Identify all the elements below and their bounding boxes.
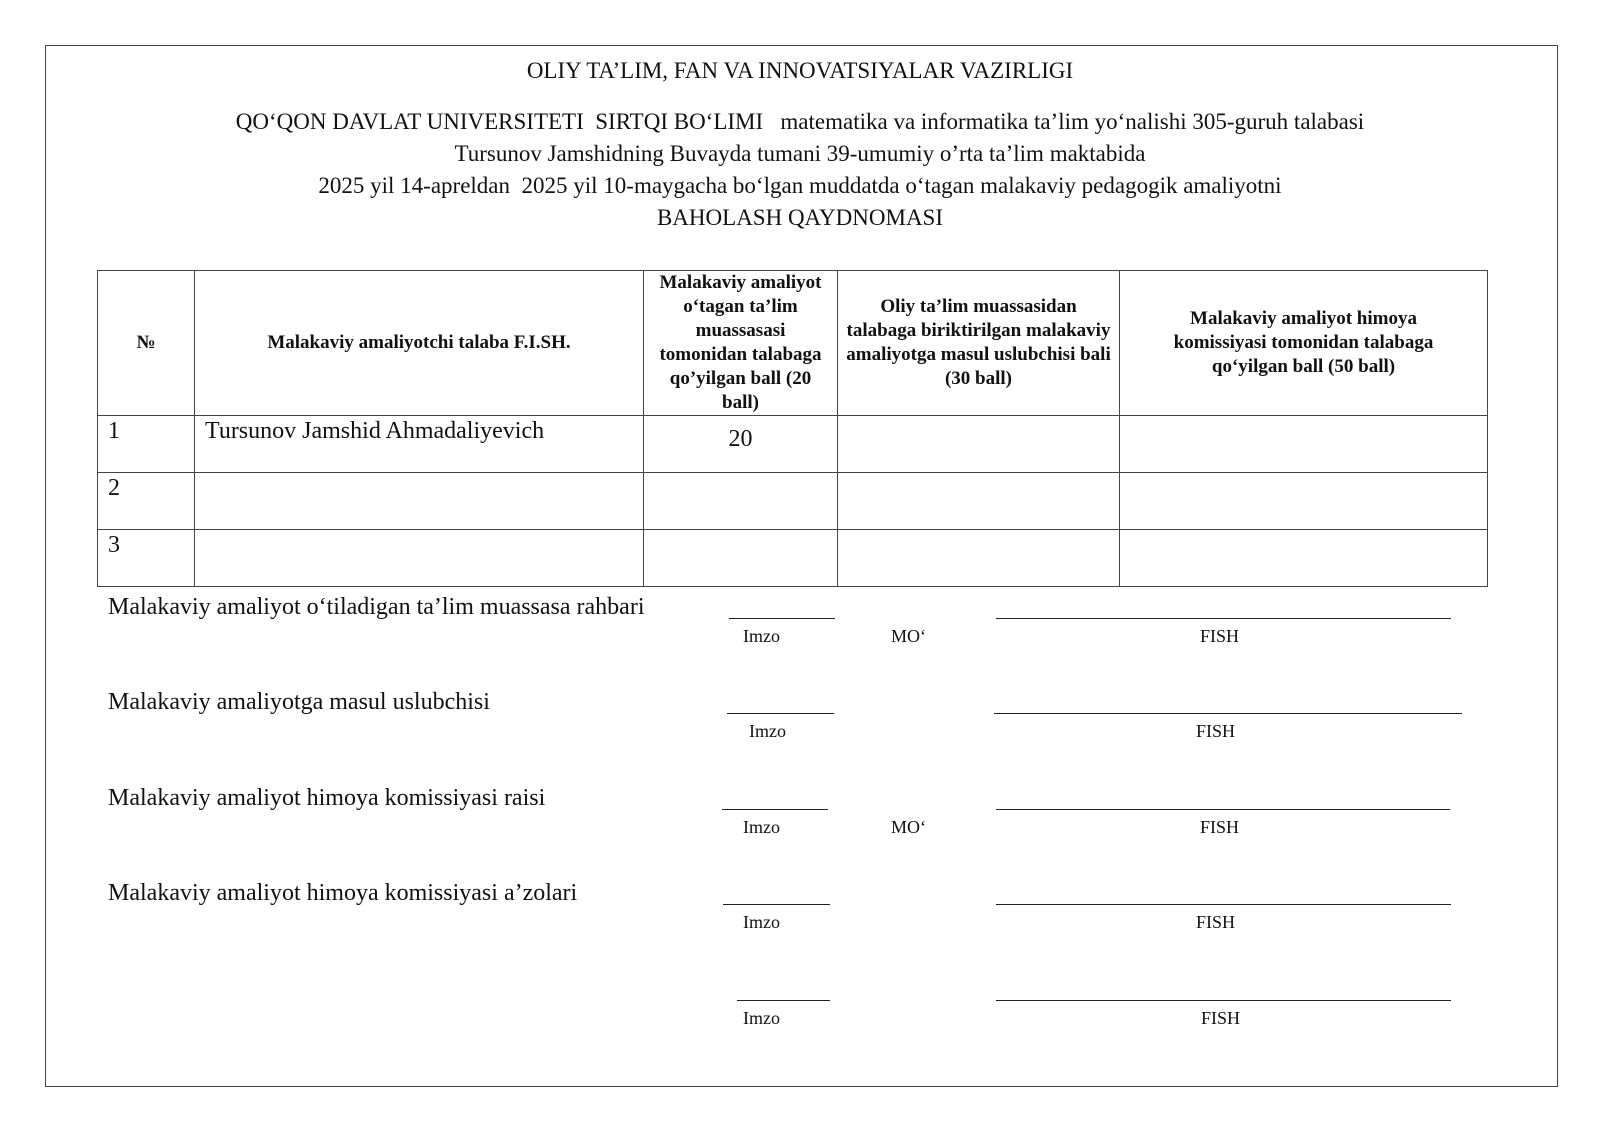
signature-role: Malakaviy amaliyotga masul uslubchisi [108, 689, 490, 715]
col-institution-score-header: Malakaviy amaliyot o‘tagan ta’lim muassasasi tomonidan talabaga qo’yilgan ball (20 ball) [644, 271, 838, 416]
fullname-caption: FISH [1196, 721, 1236, 741]
signature-line [727, 713, 834, 714]
student-name [195, 530, 644, 587]
signature-caption: Imzo [749, 721, 786, 741]
methodist-score [838, 473, 1120, 530]
table-row [98, 530, 1488, 587]
commission-score [1120, 473, 1488, 530]
institution-score [644, 473, 838, 530]
header-line-3: 2025 yil 14-apreldan 2025 yil 10-maygacha bo‘lgan muddatda o‘tagan malakaviy pedagogik amaliyotni [318, 173, 1282, 198]
fullname-caption: FISH [1196, 912, 1236, 932]
fullname-line [994, 713, 1462, 714]
fullname-line [996, 618, 1451, 619]
institution-score [644, 530, 838, 587]
signature-line [722, 809, 828, 810]
col-number-header: № [98, 271, 195, 416]
row-number: 2 [98, 473, 195, 530]
student-name: Tursunov Jamshid Ahmadaliyevich [195, 416, 644, 473]
header-line-1: QO‘QON DAVLAT UNIVERSITETI SIRTQI BO‘LIMI matematika va informatika ta’lim yo‘nalishi 305-guruh talabasi [235, 109, 1365, 134]
ministry-title: OLIY TA’LIM, FAN VA INNOVATSIYALAR VAZIRLIGI [526, 58, 1074, 83]
signature-caption: Imzo [743, 626, 780, 646]
row-number: 1 [98, 416, 195, 473]
table-header-row [98, 271, 1488, 416]
fullname-line [996, 1000, 1451, 1001]
table-row [98, 473, 1488, 530]
col-methodist-score-header: Oliy ta’lim muassasidan talabaga biriktirilgan malakaviy amaliyotga masul uslubchisi bali (30 ball) [838, 271, 1120, 416]
stamp-caption: MO‘ [891, 817, 926, 837]
table-row [98, 416, 1488, 473]
row-number: 3 [98, 530, 195, 587]
signature-caption: Imzo [743, 1008, 780, 1028]
stamp-caption: MO‘ [891, 626, 926, 646]
signature-role: Malakaviy amaliyot himoya komissiyasi raisi [108, 785, 546, 811]
col-student-name-header: Malakaviy amaliyotchi talaba F.I.SH. [195, 271, 644, 416]
signature-line [729, 618, 835, 619]
signature-caption: Imzo [743, 912, 780, 932]
signature-line [737, 1000, 830, 1001]
signature-role: Malakaviy amaliyot himoya komissiyasi a’zolari [108, 880, 578, 906]
header-line-2: Tursunov Jamshidning Buvayda tumani 39-umumiy o’rta ta’lim maktabida [454, 141, 1146, 166]
fullname-line [996, 904, 1451, 905]
col-commission-score-header: Malakaviy amaliyot himoya komissiyasi tomonidan talabaga qo‘yilgan ball (50 ball) [1120, 271, 1488, 416]
student-name [195, 473, 644, 530]
grades-table [97, 270, 1488, 587]
commission-score [1120, 530, 1488, 587]
fullname-line [996, 809, 1450, 810]
signature-role: Malakaviy amaliyot o‘tiladigan ta’lim muassasa rahbari [108, 594, 645, 620]
fullname-caption: FISH [1201, 1008, 1241, 1028]
signature-caption: Imzo [743, 817, 780, 837]
methodist-score [838, 530, 1120, 587]
document-title: BAHOLASH QAYDNOMASI [656, 205, 944, 230]
methodist-score [838, 416, 1120, 473]
signature-line [723, 904, 830, 905]
fullname-caption: FISH [1200, 817, 1240, 837]
institution-score: 20 [644, 416, 838, 473]
commission-score [1120, 416, 1488, 473]
fullname-caption: FISH [1200, 626, 1240, 646]
